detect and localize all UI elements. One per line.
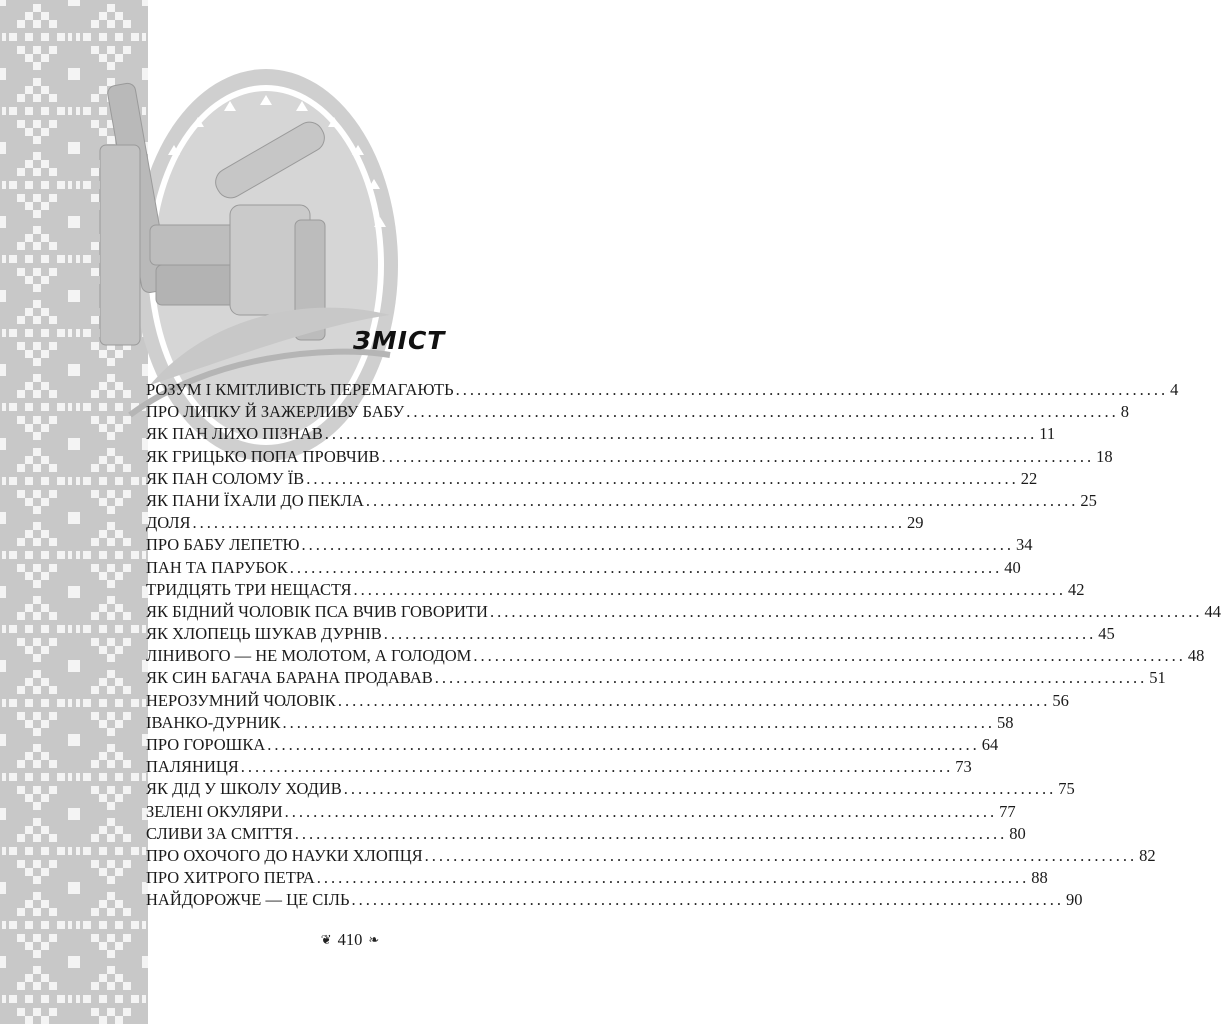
toc-entry-title: ЛІНИВОГО — НЕ МОЛОТОМ, А ГОЛОДОМ — [146, 646, 472, 666]
dot-leader: .................................................................................................... — [351, 890, 1064, 910]
toc-entry-title: СЛИВИ ЗА СМІТТЯ — [146, 823, 293, 843]
toc-entry-title: ПРО ЛИПКУ Й ЗАЖЕРЛИВУ БАБУ — [146, 402, 405, 422]
toc-entry — [146, 823, 1026, 845]
toc-entry-title: ПРО ОХОЧОГО ДО НАУКИ ХЛОПЦЯ — [146, 845, 423, 865]
dot-leader: .................................................................................................... — [473, 646, 1186, 666]
toc-entry-page-number: 40 — [1004, 557, 1021, 577]
toc-entry-page-number: 73 — [955, 757, 972, 777]
toc-entry-title: ЯК ДІД У ШКОЛУ ХОДИВ — [146, 779, 342, 799]
toc-entry-page-number: 58 — [996, 712, 1014, 732]
page-footer — [300, 930, 400, 950]
toc-entry-title: ЯК ПАН ЛИХО ПІЗНАВ — [146, 424, 323, 444]
toc-entry-title: ДОЛЯ — [146, 513, 191, 533]
left-curl-ornament-icon: ❦ — [320, 932, 332, 947]
dot-leader: .................................................................................................... — [306, 468, 1019, 488]
dot-leader: .................................................................................................... — [324, 424, 1038, 444]
toc-entry — [146, 623, 1115, 645]
toc-entry-title: ТРИДЦЯТЬ ТРИ НЕЩАСТЯ — [146, 579, 352, 599]
toc-entry — [146, 423, 1056, 445]
toc-entry — [146, 601, 1221, 623]
toc-entry-page-number: 18 — [1096, 446, 1113, 466]
toc-entry-page-number: 45 — [1098, 624, 1115, 644]
toc-entry-title: ПРО БАБУ ЛЕПЕТЮ — [146, 535, 300, 555]
toc-entry-page-number: 90 — [1065, 890, 1083, 910]
toc-entry-page-number: 51 — [1149, 668, 1166, 688]
toc-entry-title: ЯК ХЛОПЕЦЬ ШУКАВ ДУРНІВ — [146, 624, 382, 644]
toc-entry — [146, 867, 1048, 889]
toc-entry-page-number: 25 — [1080, 490, 1097, 510]
dot-leader: .................................................................................................... — [192, 513, 906, 533]
dot-leader: .................................................................................................... — [383, 624, 1097, 644]
dot-leader: .................................................................................................... — [353, 579, 1067, 599]
dot-leader: .................................................................................................... — [489, 601, 1203, 621]
toc-entry-page-number: 4 — [1170, 380, 1179, 399]
dot-leader: .................................................................................................... — [294, 823, 1008, 843]
toc-entry-page-number: 75 — [1058, 779, 1075, 799]
dot-leader: .................................................................................................... — [267, 735, 980, 754]
toc-entry-page-number: 48 — [1187, 646, 1205, 666]
dot-leader: .................................................................................................... — [337, 690, 1051, 710]
dot-leader: .................................................................................................... — [424, 845, 1138, 865]
toc-entry-title: ЯК ГРИЦЬКО ПОПА ПРОВЧИВ — [146, 446, 380, 466]
dot-leader: .................................................................................................... — [381, 446, 1095, 466]
toc-entry — [146, 756, 972, 778]
toc-entry-page-number: 77 — [999, 801, 1016, 821]
toc-entry — [146, 645, 1205, 667]
toc-entry-title: ЗЕЛЕНІ ОКУЛЯРИ — [146, 801, 283, 821]
toc-entry-page-number: 44 — [1204, 601, 1221, 621]
toc-entry-page-number: 82 — [1139, 845, 1156, 865]
toc-entry-page-number: 56 — [1052, 690, 1069, 710]
dot-leader: .................................................................................................... — [434, 668, 1148, 688]
toc-entry-page-number: 34 — [1016, 535, 1033, 555]
toc-entry — [146, 579, 1085, 601]
toc-entry-page-number: 42 — [1068, 579, 1085, 599]
toc-entry-page-number: 11 — [1039, 424, 1056, 444]
toc-entry — [146, 889, 1083, 911]
toc-entry-title: ЯК БІДНИЙ ЧОЛОВІК ПСА ВЧИВ ГОВОРИТИ — [146, 601, 488, 621]
toc-entry — [146, 468, 1038, 490]
dot-leader: .................................................................................................... — [316, 868, 1030, 888]
toc-entry-title: ПРО ХИТРОГО ПЕТРА — [146, 868, 315, 888]
toc-entry-title: ІВАНКО-ДУРНИК — [146, 712, 281, 732]
dot-leader: .................................................................................................... — [240, 757, 954, 777]
table-of-contents — [146, 379, 1221, 912]
toc-entry-title: ПАЛЯНИЦЯ — [146, 757, 239, 777]
toc-entry — [146, 534, 1033, 556]
toc-entry — [146, 557, 1021, 579]
dot-leader: .................................................................................................... — [284, 801, 998, 821]
right-curl-ornament-icon: ❧ — [368, 932, 380, 947]
toc-entry — [146, 690, 1069, 712]
dot-leader: .................................................................................................... — [406, 402, 1119, 422]
toc-entry — [146, 446, 1113, 468]
toc-entry — [146, 801, 1016, 823]
toc-entry — [146, 734, 999, 756]
toc-entry — [146, 667, 1166, 689]
toc-entry — [146, 490, 1097, 512]
dot-leader: .................................................................................................... — [301, 535, 1015, 555]
dot-leader: .................................................................................................... — [282, 712, 995, 732]
toc-entry — [146, 778, 1075, 800]
toc-entry-title: ПАН ТА ПАРУБОК — [146, 557, 288, 577]
page-number: 410 — [337, 930, 363, 949]
toc-entry — [146, 845, 1156, 867]
toc-entry-title: ЯК ПАН СОЛОМУ ЇВ — [146, 468, 305, 488]
toc-entry-title: ЯК СИН БАГАЧА БАРАНА ПРОДАВАВ — [146, 668, 433, 688]
toc-entry-page-number: 22 — [1020, 468, 1038, 488]
toc-entry-page-number: 88 — [1031, 868, 1048, 888]
toc-entry-title: ЯК ПАНИ ЇХАЛИ ДО ПЕКЛА — [146, 490, 364, 510]
toc-entry-title: РОЗУМ І КМІТЛИВІСТЬ ПЕРЕМАГАЮТЬ — [146, 380, 454, 399]
toc-entry — [146, 712, 1014, 734]
dot-leader: .................................................................................................... — [365, 490, 1079, 510]
toc-entry — [146, 401, 1129, 423]
dot-leader: .................................................................................................... — [455, 380, 1169, 399]
toc-entry-page-number: 29 — [907, 513, 924, 533]
toc-entry-title: НАЙДОРОЖЧЕ — ЦЕ СІЛЬ — [146, 890, 350, 910]
toc-entry — [146, 512, 924, 534]
dot-leader: .................................................................................................... — [289, 557, 1003, 577]
toc-entry-title: НЕРОЗУМНИЙ ЧОЛОВІК — [146, 690, 336, 710]
page-title: ЗМІСТ — [353, 326, 446, 355]
toc-entry-title: ПРО ГОРОШКА — [146, 735, 266, 754]
dot-leader: .................................................................................................... — [343, 779, 1057, 799]
toc-entry-page-number: 64 — [981, 735, 999, 754]
toc-entry-page-number: 8 — [1120, 402, 1129, 422]
toc-entry-page-number: 80 — [1009, 823, 1026, 843]
toc-entry — [146, 379, 1179, 401]
